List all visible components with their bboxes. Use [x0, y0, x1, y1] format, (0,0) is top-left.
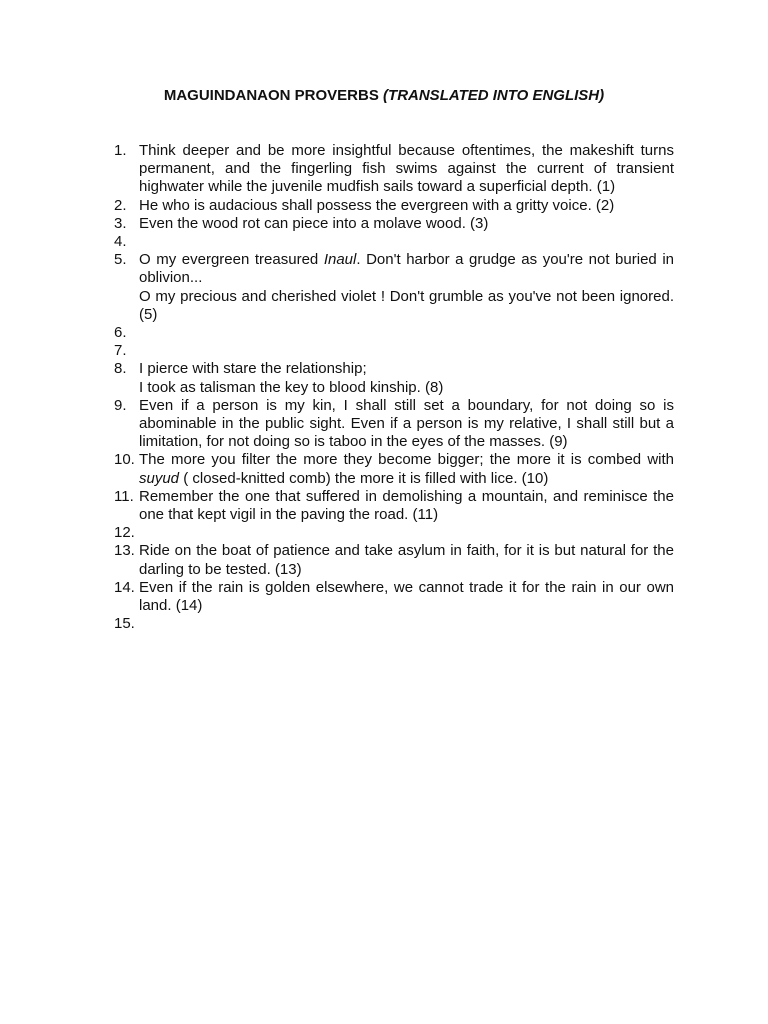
proverb-item — [114, 197, 674, 215]
proverb-text — [139, 451, 674, 487]
proverb-item — [114, 488, 674, 524]
proverb-item — [114, 251, 674, 324]
empty-proverb-line — [139, 524, 674, 542]
empty-proverb-line — [139, 324, 674, 342]
proverb-item — [114, 342, 674, 360]
proverb-item — [114, 142, 674, 197]
proverb-text-segment: The more you filter the more they become bigger; the more it is combed with — [139, 451, 674, 469]
proverb-text: Even the wood rot can piece into a molave wood. (3) — [139, 214, 489, 232]
proverb-number: 4. — [114, 233, 127, 251]
empty-proverb-line — [139, 615, 674, 633]
proverb-italic-term: suyud — [139, 469, 180, 487]
proverb-text-segment: O my evergreen treasured — [139, 251, 324, 269]
proverb-number: 8. — [114, 360, 127, 378]
proverb-text: Ride on the boat of patience and take asylum in faith, for it is but natural for the darling to be tested. (13) — [139, 542, 674, 578]
proverb-item — [114, 524, 674, 542]
proverb-number: 6. — [114, 324, 127, 342]
proverb-text — [139, 251, 674, 287]
proverb-number: 7. — [114, 342, 127, 360]
proverb-number: 15. — [114, 615, 135, 633]
proverb-text: He who is audacious shall possess the evergreen with a gritty voice. (2) — [139, 196, 615, 214]
proverb-item — [114, 451, 674, 487]
proverb-number: 9. — [114, 396, 127, 414]
proverb-item — [114, 542, 674, 578]
proverb-item — [114, 397, 674, 452]
proverb-number: 12. — [114, 524, 135, 542]
document-title — [0, 86, 768, 106]
proverb-text: I pierce with stare the relationship; — [139, 360, 367, 378]
proverb-number: 14. — [114, 578, 135, 596]
proverb-text: Think deeper and be more insightful because oftentimes, the makeshift turns permanent, and the fingerling fish swims against the current of transient highwater while the juvenile mudfish sails toward a superficial depth. (1) — [139, 142, 674, 196]
proverb-item — [114, 233, 674, 251]
proverb-number: 13. — [114, 542, 135, 560]
proverb-number: 5. — [114, 251, 127, 269]
proverb-text: Remember the one that suffered in demolishing a mountain, and reminisce the one that kept vigil in the paving the road. (11) — [139, 487, 674, 524]
proverb-italic-term: Inaul — [323, 251, 357, 269]
proverb-item — [114, 579, 674, 615]
proverb-number: 1. — [114, 142, 127, 159]
proverb-text: O my precious and cherished violet ! Don't grumble as you've not been ignored. (5) — [139, 287, 674, 323]
proverb-list — [114, 142, 674, 633]
proverb-text-segment: . Don't harbor a grudge as you're not buried in oblivion... — [139, 251, 674, 287]
proverb-text: I took as talisman the key to blood kinship. (8) — [139, 378, 444, 396]
proverb-item — [114, 215, 674, 233]
proverb-item — [114, 360, 674, 396]
proverb-item — [114, 324, 674, 342]
proverb-number: 2. — [114, 196, 127, 214]
proverb-text: Even if the rain is golden elsewhere, we cannot trade it for the rain in our own land. (14) — [139, 578, 674, 615]
empty-proverb-line — [139, 342, 674, 360]
proverb-number: 3. — [114, 214, 127, 232]
empty-proverb-line — [139, 233, 674, 251]
proverb-number: 10. — [114, 451, 135, 469]
title-italic: (TRANSLATED INTO ENGLISH) — [383, 87, 605, 104]
proverb-item — [114, 615, 674, 633]
proverb-number: 11. — [114, 487, 134, 505]
proverb-text-segment: ( closed-knitted comb) the more it is filled with lice. (10) — [179, 469, 549, 487]
title-main: MAGUINDANAON PROVERBS — [163, 87, 384, 104]
proverb-text: Even if a person is my kin, I shall still set a boundary, for not doing so is abominable in the public sight. Even if a person is my relative, I shall still but a limitation, for not doing so is taboo in the eyes of the masses. (9) — [139, 396, 674, 451]
